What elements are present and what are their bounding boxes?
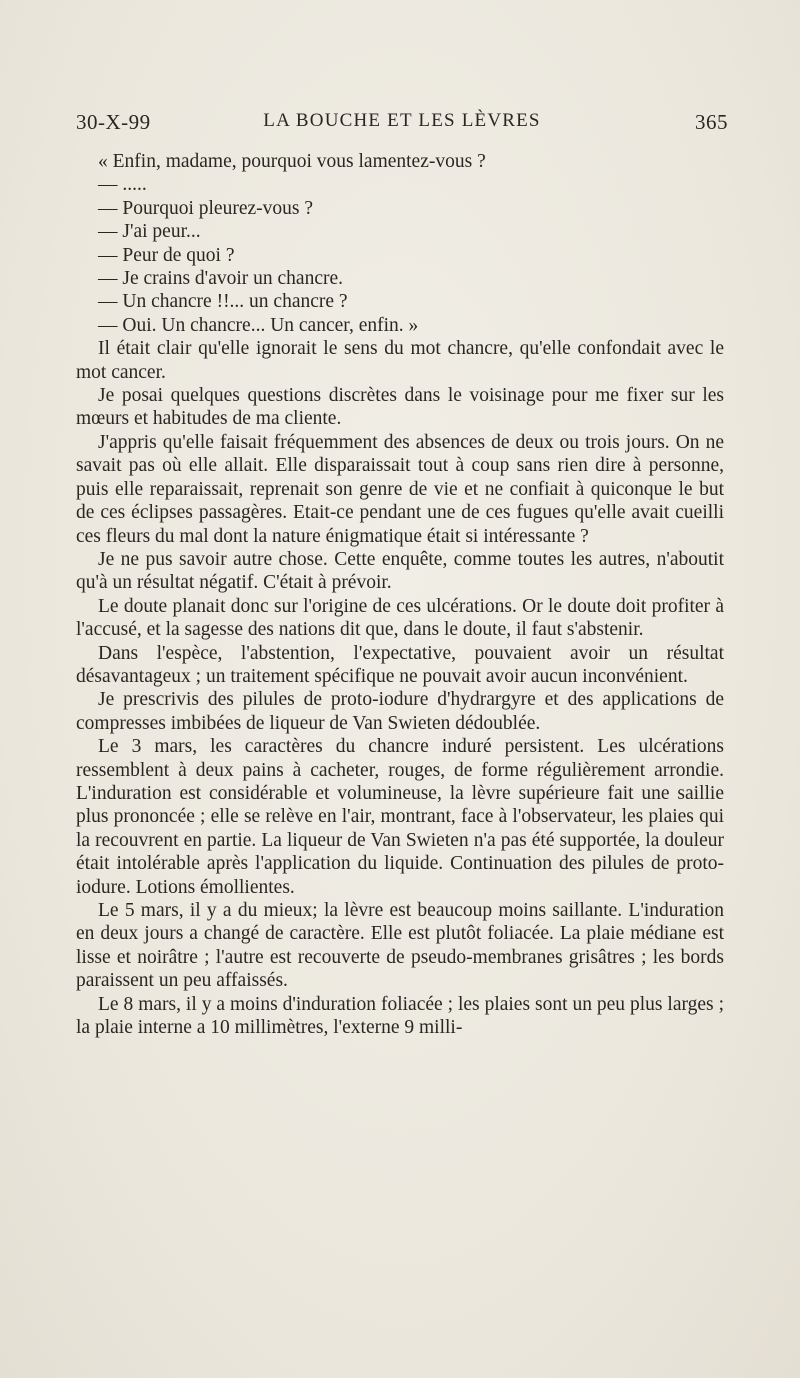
dialogue-line: — ..... xyxy=(98,174,147,196)
dialogue-line: — Peur de quoi ? xyxy=(98,244,235,266)
dialogue-line: — Oui. Un chancre... Un cancer, enfin. » xyxy=(98,314,419,336)
running-header xyxy=(76,110,728,140)
dialogue-line: — J'ai peur... xyxy=(98,221,201,243)
paragraph: Il était clair qu'elle ignorait le sens du mot chancre, qu'elle confondait avec le mot cancer. xyxy=(76,338,724,383)
paragraph: J'appris qu'elle faisait fréquemment des absences de deux ou trois jours. On ne savait pas où elle allait. Elle disparaissait tout à coup sans rien dire à personne, puis elle reparaissait, reprenait son genre de vie et ne confiait à quiconque le but de ces éclipses passagères. Etait-ce pendant une de ces fugues qu'elle avait cueilli ces fleurs du mal dont la nature énigmatique était si intéressante ? xyxy=(76,431,724,547)
paragraph: Je ne pus savoir autre chose. Cette enquête, comme toutes les autres, n'aboutit qu'à un résultat négatif. C'était à prévoir. xyxy=(76,548,724,594)
page-number: 365 xyxy=(695,110,728,134)
dialogue-line: — Un chancre !!... un chancre ? xyxy=(98,291,348,313)
header-date-code: 30-X-99 xyxy=(76,110,151,134)
dialogue-line: — Je crains d'avoir un chancre. xyxy=(98,268,343,290)
paragraph: Le doute planait donc sur l'origine de ces ulcérations. Or le doute doit profiter à l'accusé, et la sagesse des nations dit que, dans le doute, il faut s'abstenir. xyxy=(76,595,724,641)
running-title: LA BOUCHE ET LES LÈVRES xyxy=(263,110,541,131)
paragraph: Dans l'espèce, l'abstention, l'expectative, pouvaient avoir un résultat désavantageux ; un traitement spécifique ne pouvait avoir aucun inconvénient. xyxy=(76,642,724,687)
paragraph: Je prescrivis des pilules de proto-iodure d'hydrargyre et des applications de compresses imbibées de liqueur de Van Swieten dédoublée. xyxy=(76,689,724,734)
page-body xyxy=(76,150,724,1039)
paragraph: Le 3 mars, les caractères du chancre induré persistent. Les ulcérations ressemblent à deux pains à cacheter, rouges, de forme régulièrement arrondie. L'induration est considérable et volumineuse, la lèvre supérieure fait une saillie plus prononcée ; elle se relève en l'air, montrant, face à l'observateur, les plaies qui la recouvrent en partie. La liqueur de Van Swieten n'a pas été supportée, la douleur était intolérable après l'application du liquide. Continuation des pilules de proto-iodure. Lotions émollientes. xyxy=(76,736,724,898)
dialogue-line: — Pourquoi pleurez-vous ? xyxy=(98,197,313,219)
paragraph: Je posai quelques questions discrètes dans le voisinage pour me fixer sur les mœurs et habitudes de ma cliente. xyxy=(76,385,724,430)
paragraph: Le 5 mars, il y a du mieux; la lèvre est beaucoup moins saillante. L'induration en deux jours a changé de caractère. Elle est plutôt foliacée. La plaie médiane est lisse et noirâtre ; l'autre est recouverte de pseudo-membranes grisâtres ; les bords paraissent un peu affaissés. xyxy=(76,900,724,992)
paragraph: Le 8 mars, il y a moins d'induration foliacée ; les plaies sont un peu plus larges ; la plaie interne a 10 millimètres, l'externe 9 milli- xyxy=(76,993,724,1039)
dialogue-line: « Enfin, madame, pourquoi vous lamentez-vous ? xyxy=(98,151,486,172)
